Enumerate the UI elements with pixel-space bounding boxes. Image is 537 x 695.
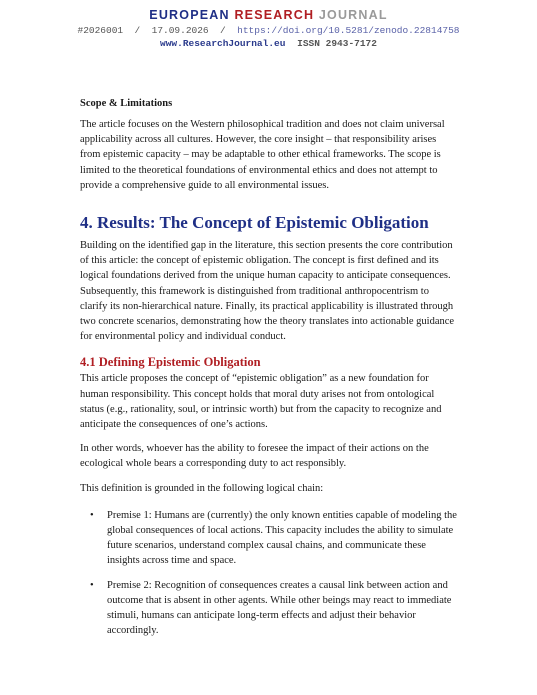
section-4-1-paragraph-3: This definition is grounded in the following logical chain: bbox=[80, 482, 324, 494]
journal-title bbox=[0, 8, 537, 23]
article-body bbox=[80, 96, 458, 647]
bullet-icon: • bbox=[90, 579, 94, 591]
running-header bbox=[0, 8, 537, 50]
section-4-1-heading: 4.1 Defining Epistemic Obligation bbox=[80, 355, 261, 370]
website-link[interactable]: www.ResearchJournal.eu bbox=[160, 38, 286, 49]
meta-separator: / bbox=[134, 25, 141, 36]
issn: ISSN 2943-7172 bbox=[297, 38, 377, 49]
journal-title-european: EUROPEAN bbox=[149, 8, 230, 22]
scope-paragraph: The article focuses on the Western philosophical tradition and does not claim universal applicability across all cultures. However, the core insight – that responsibility arises from epistemic capacity – may be adaptable to other ethical frameworks. The scope is limited to the theoretical foundations of environmental ethics and does not attempt to provide a comprehensive guide to all environmental issues. bbox=[80, 119, 445, 191]
website-line bbox=[0, 37, 537, 50]
section-4-1-paragraph-1: This article proposes the concept of “epistemic obligation” as a new foundation for human responsibility. This concept holds that moral duty arises not from ontological status (e.g., rationality, soul, or intrinsic worth) but from the capacity to recognize and anticipate the consequences of one’s actions. bbox=[80, 373, 442, 431]
scope-heading: Scope & Limitations bbox=[80, 98, 173, 109]
publication-date: 17.09.2026 bbox=[151, 25, 209, 36]
premise-2 bbox=[80, 578, 458, 639]
article-meta-line bbox=[0, 24, 537, 37]
article-number: #2026001 bbox=[77, 25, 124, 36]
premise-1-text: Premise 1: Humans are (currently) the only known entities capable of modeling the global consequences of local actions. This capacity includes the ability to simulate future scenarios, understand complex causal chains, and communicate these insights across time and space. bbox=[107, 509, 457, 567]
section-4-1-paragraph-2: In other words, whoever has the ability to foresee the impact of their actions on the ecological whole bears a corresponding duty to act responsibly. bbox=[80, 443, 429, 470]
premise-1 bbox=[80, 508, 458, 569]
journal-title-research: RESEARCH bbox=[234, 8, 315, 22]
section-4-heading: 4. Results: The Concept of Epistemic Obligation bbox=[80, 213, 429, 233]
bullet-icon: • bbox=[90, 509, 94, 521]
section-4-intro: Building on the identified gap in the literature, this section presents the core contribution of this article: the concept of epistemic obligation. The concept is first defined and its logical foundations derived from the unique human capacity to anticipate consequences. Subsequently, this framework is distinguished from traditional anthropocentrism to clarify its non-hierarchical nature. Finally, its practical applicability is illustrated through two concrete scenarios, demonstrating how the theory translates into actionable guidance for environmental policy and individual conduct. bbox=[80, 240, 455, 343]
doi-link[interactable]: https://doi.org/10.5281/zenodo.22814758 bbox=[237, 25, 460, 36]
meta-separator: / bbox=[220, 25, 226, 36]
journal-title-journal: JOURNAL bbox=[318, 8, 388, 22]
premise-2-text: Premise 2: Recognition of consequences creates a causal link between action and outcome that is absent in other agents. While other beings may react to immediate stimuli, humans can anticipate long-term effects and adjust their behavior accordingly. bbox=[107, 579, 452, 637]
premise-list bbox=[80, 508, 458, 639]
